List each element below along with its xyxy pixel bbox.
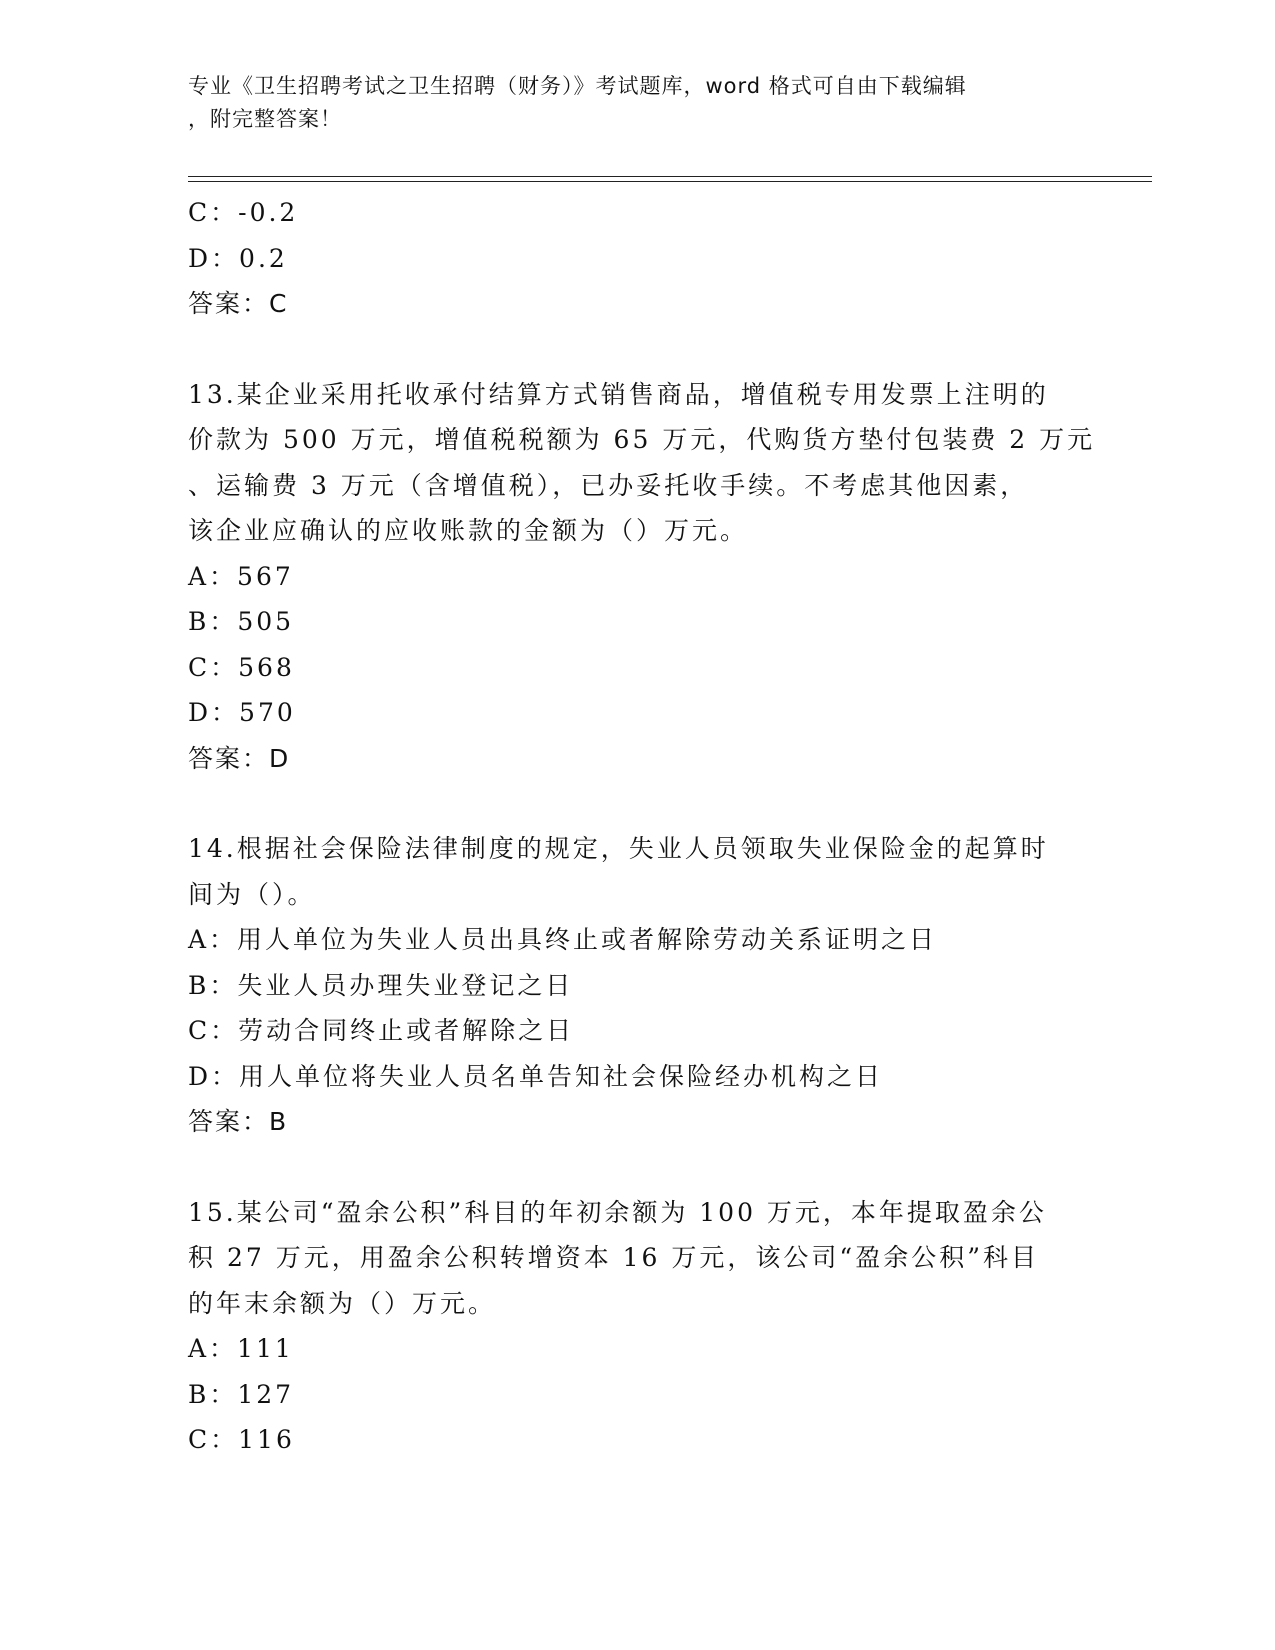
stem-line: 13.某企业采用托收承付结算方式销售商品，增值税专用发票上注明的 <box>188 379 1049 409</box>
option-a: A：用人单位为失业人员出具终止或者解除劳动关系证明之日 <box>188 925 938 954</box>
header-line-2: ，附完整答案！ <box>188 107 342 131</box>
option-c: C：116 <box>188 1425 295 1454</box>
stem-line: 14.根据社会保险法律制度的规定，失业人员领取失业保险金的起算时 <box>188 834 1049 863</box>
stem-line: 积 27 万元，用盈余公积转增资本 16 万元，该公司“盈余公积”科目 <box>188 1243 1039 1272</box>
option-a: A：111 <box>188 1334 294 1363</box>
document-body <box>188 190 1096 1463</box>
option-b: B：127 <box>188 1379 295 1409</box>
stem-line: 价款为 500 万元，增值税税额为 65 万元，代购货方垫付包装费 2 万元 <box>188 425 1096 454</box>
stem-line: 的年末余额为（）万元。 <box>188 1288 497 1318</box>
stem-line: 15.某公司“盈余公积”科目的年初余额为 100 万元，本年提取盈余公 <box>188 1197 1047 1227</box>
answer-line: 答案：C <box>188 289 289 318</box>
header-rule-top <box>188 176 1152 177</box>
question-14 <box>188 826 1088 1145</box>
stem-line: 、运输费 3 万元（含增值税），已办妥托收手续。不考虑其他因素， <box>188 470 1029 500</box>
answer-line: 答案：D <box>188 743 291 773</box>
stem-line: 间为（）。 <box>188 879 316 909</box>
option-d: D：用人单位将失业人员名单告知社会保险经办机构之日 <box>188 1061 884 1091</box>
option-d: D：0.2 <box>188 243 288 273</box>
page-header <box>188 70 1088 136</box>
header-rule-bottom <box>188 181 1152 182</box>
option-c: C：-0.2 <box>188 198 299 227</box>
option-a: A：567 <box>188 561 294 591</box>
question-stem <box>188 1190 1088 1327</box>
option-c: C：568 <box>188 652 295 682</box>
answer-line: 答案：B <box>188 1107 289 1136</box>
option-b: B：失业人员办理失业登记之日 <box>188 970 574 1000</box>
option-d: D：570 <box>188 698 296 727</box>
option-c: C：劳动合同终止或者解除之日 <box>188 1016 575 1045</box>
prev-question <box>188 190 1088 327</box>
header-line-1: 专业《卫生招聘考试之卫生招聘（财务）》考试题库，word 格式可自由下载编辑 <box>188 74 967 98</box>
stem-line: 该企业应确认的应收账款的金额为（）万元。 <box>188 516 749 545</box>
question-15 <box>188 1190 1088 1463</box>
question-stem <box>188 372 1096 554</box>
option-b: B：505 <box>188 607 295 636</box>
question-13 <box>188 372 1096 782</box>
question-stem <box>188 826 1088 917</box>
